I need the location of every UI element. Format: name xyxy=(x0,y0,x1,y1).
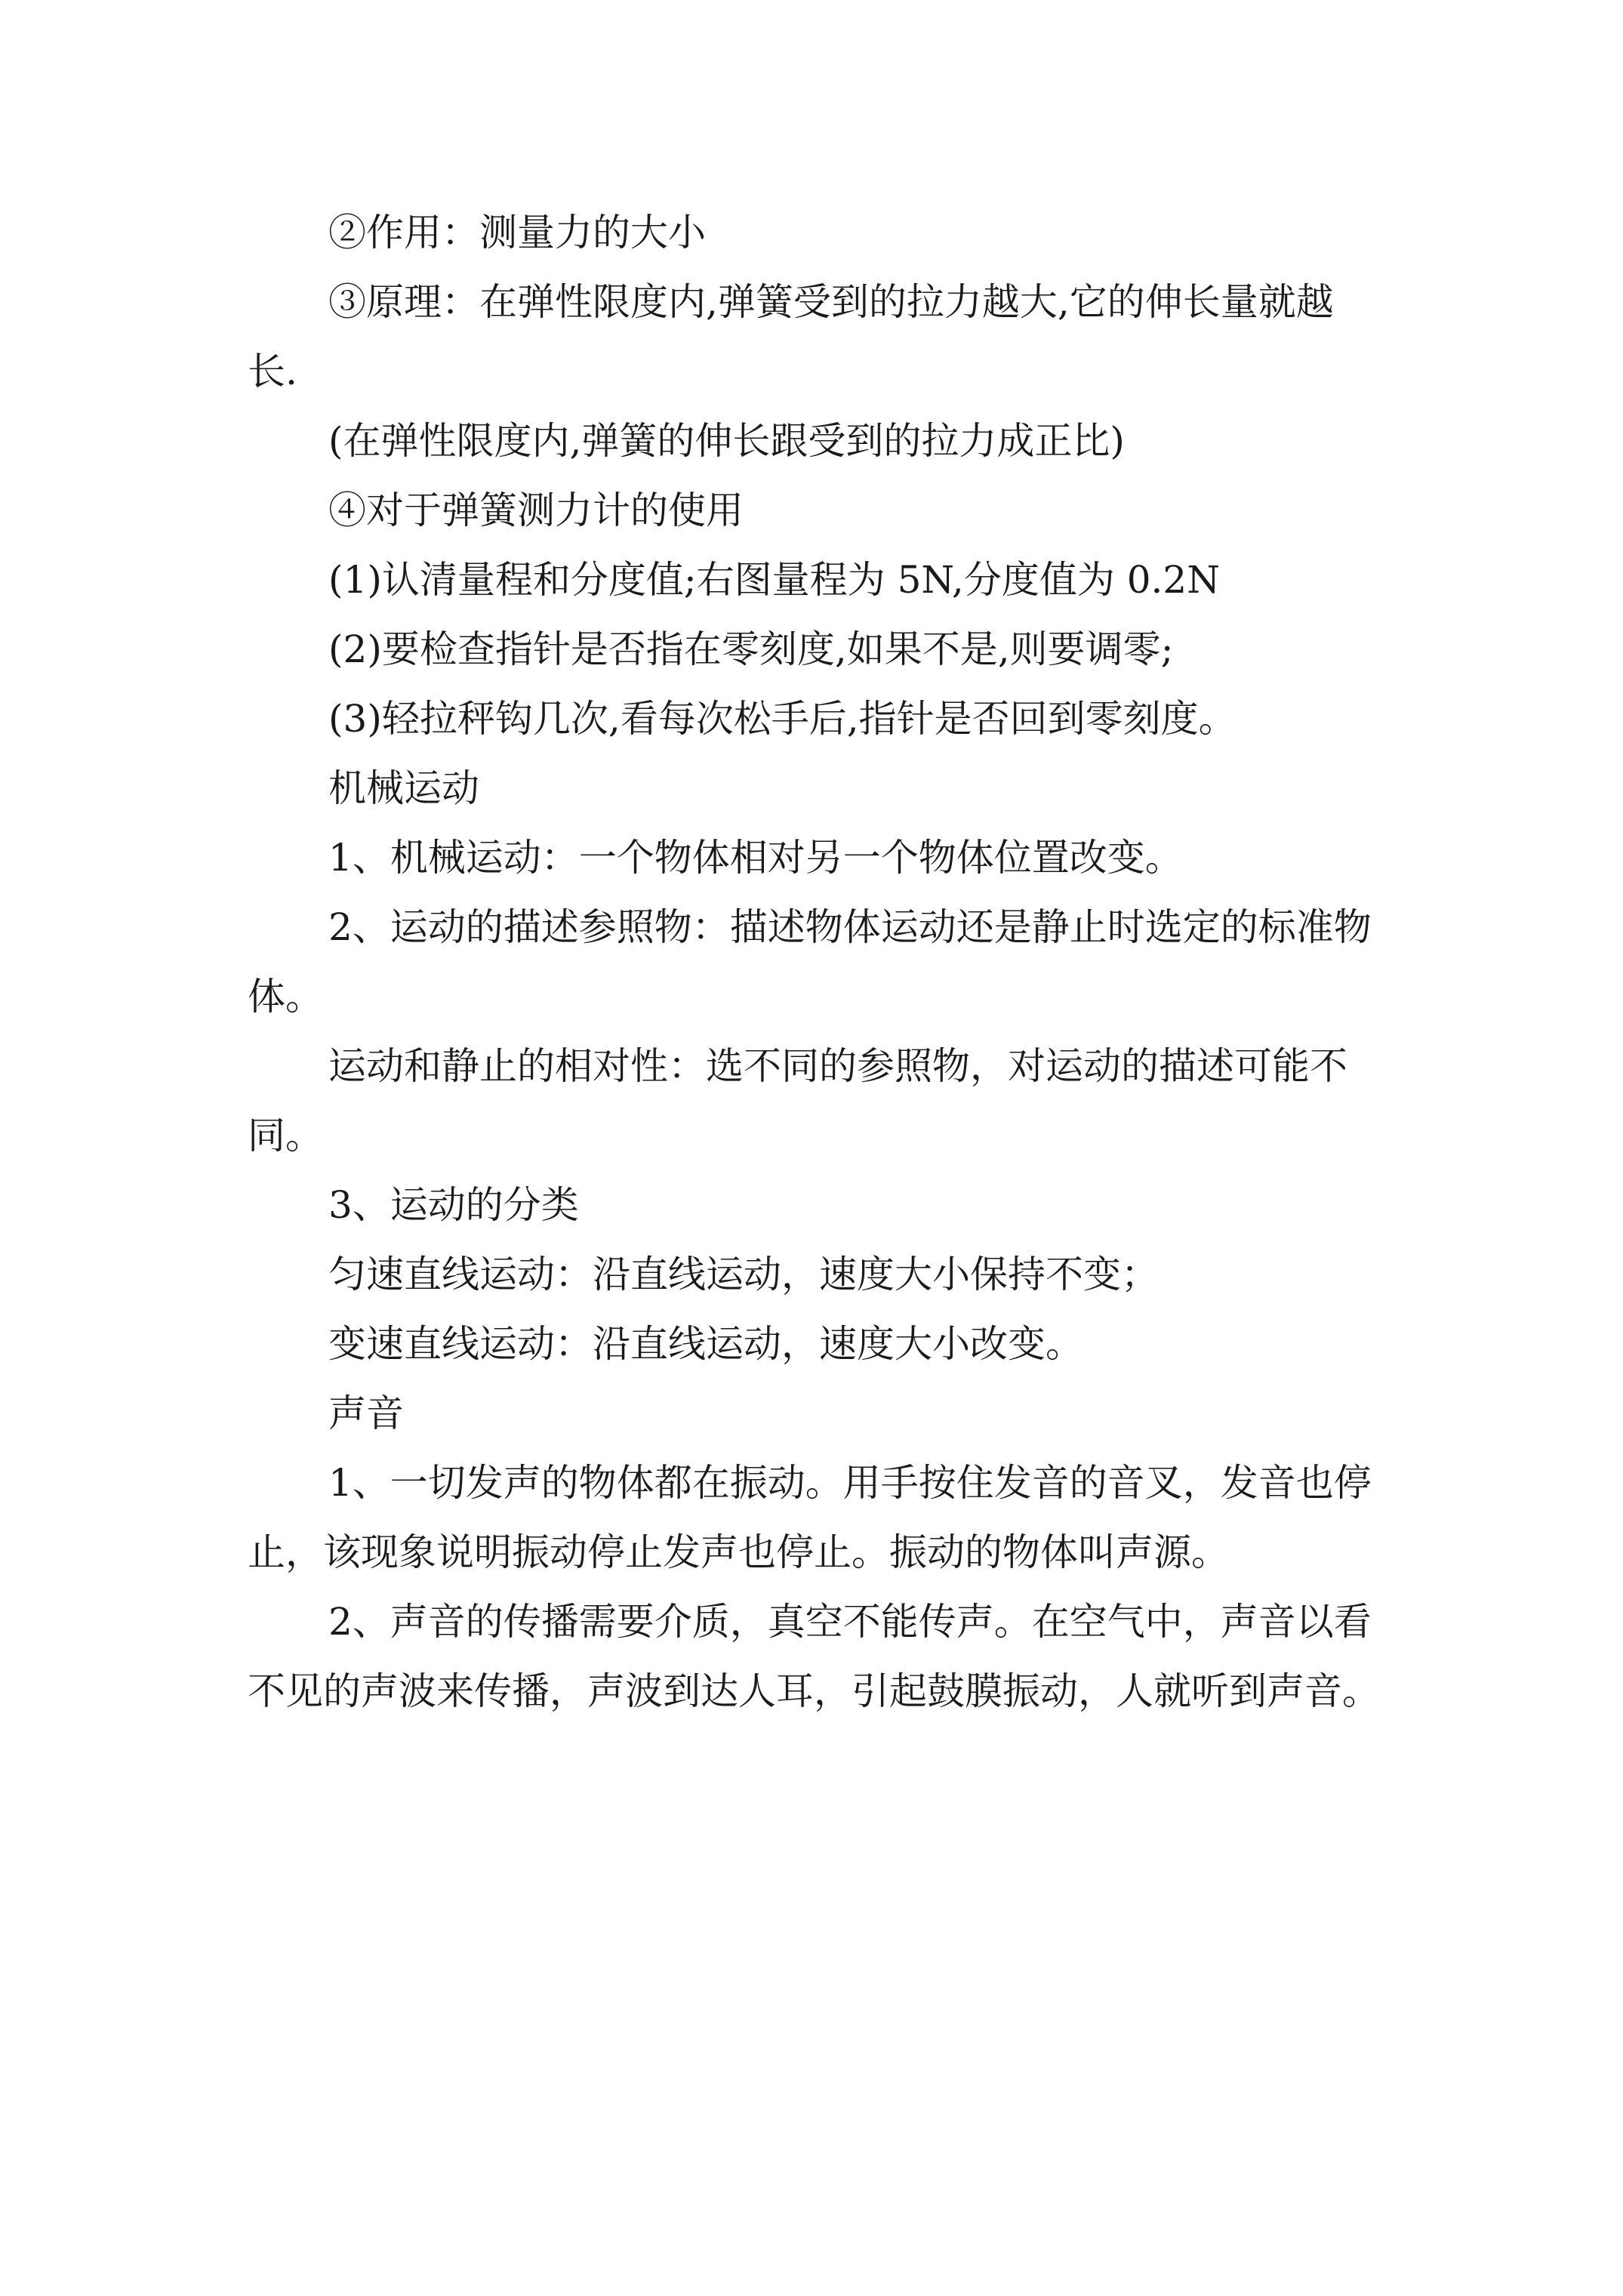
paragraph-motion-classification: 3、运动的分类 xyxy=(328,1183,579,1227)
paragraph-uniform-motion: 匀速直线运动：沿直线运动，速度大小保持不变； xyxy=(328,1253,1159,1296)
paragraph-motion-definition: 1、机械运动：一个物体相对另一个物体位置改变。 xyxy=(328,836,1183,880)
paragraph-spring-scale-principle: ③原理：在弹性限度内,弹簧受到的拉力越大,它的伸长量就越长. xyxy=(248,280,1334,393)
section-heading-sound: 声音 xyxy=(328,1391,404,1435)
paragraph-reference-object: 2、运动的描述参照物：描述物体运动还是静止时选定的标准物体。 xyxy=(248,905,1372,1019)
paragraph-usage-step-1: (1)认清量程和分度值;右图量程为 5N,分度值为 0.2N xyxy=(328,558,1220,602)
paragraph-spring-scale-usage: ④对于弹簧测力计的使用 xyxy=(328,488,744,532)
paragraph-usage-step-2: (2)要检查指针是否指在零刻度,如果不是,则要调零; xyxy=(328,627,1174,671)
paragraph-relativity: 运动和静止的相对性：选不同的参照物，对运动的描述可能不同。 xyxy=(248,1044,1347,1157)
paragraph-variable-motion: 变速直线运动：沿直线运动，速度大小改变。 xyxy=(328,1322,1083,1366)
section-heading-mechanical-motion: 机械运动 xyxy=(328,766,479,810)
paragraph-spring-scale-function: ②作用：测量力的大小 xyxy=(328,211,706,254)
document-body xyxy=(248,198,1380,1726)
paragraph-proportionality-note: (在弹性限度内,弹簧的伸长跟受到的拉力成正比) xyxy=(328,419,1125,463)
paragraph-sound-vibration: 1、一切发声的物体都在振动。用手按住发音的音叉，发音也停止，该现象说明振动停止发声也停止。振动的物体叫声源。 xyxy=(248,1461,1372,1574)
paragraph-usage-step-3: (3)轻拉秤钩几次,看每次松手后,指针是否回到零刻度。 xyxy=(328,697,1236,741)
paragraph-sound-propagation: 2、声音的传播需要介质，真空不能传声。在空气中，声音以看不见的声波来传播，声波到达人耳，引起鼓膜振动，人就听到声音。 xyxy=(248,1600,1380,1713)
